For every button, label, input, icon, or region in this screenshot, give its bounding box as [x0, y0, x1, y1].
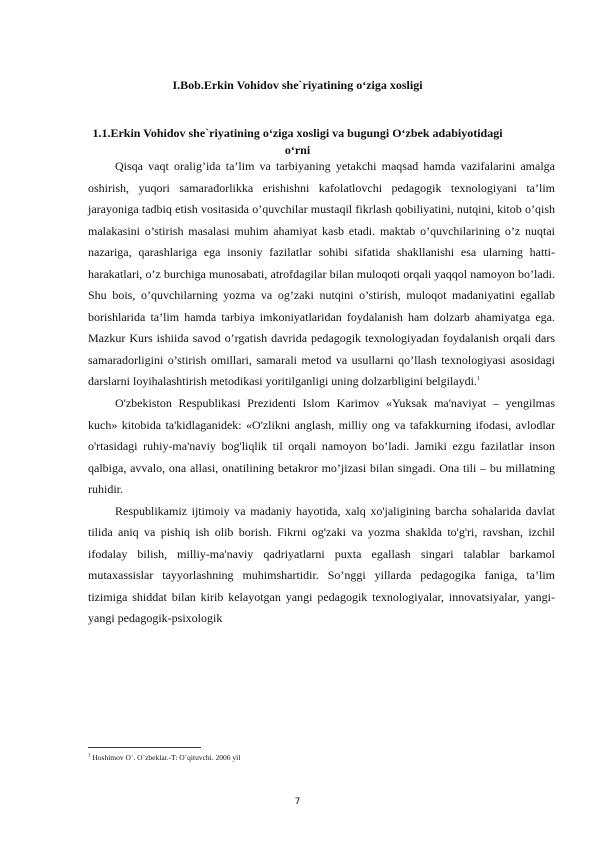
- paragraph-3: Respublikamiz ijtimoiy va madaniy hayotida, xalq xo'jaligining barcha sohalarida davlat tilida aniq va pishiq ish olib borish. Fikrni og'zaki va yozma shaklda to'g'ri, ravshan, izchil ifodalay bilish, milliy-ma'naviy qadriyatlarni puxta egallash singari talablar barkamol mutaxassislar tayyorlashning muhimshartidir. So’nggi yillarda pedagogika faniga, ta’lim tizimiga shiddat bilan kirib kelayotgan yangi pedagogik texnologiyalar, innovatsiyalar, yangi-yangi pedagogik-psixologik: [88, 503, 555, 626]
- footnote-reference[interactable]: 1: [476, 376, 480, 383]
- paragraph-1-text: Qisqa vaqt oralig’ida ta’lim va tarbiyaning yetakchi maqsad hamda vazifalarini amalga oshirish, yuqori samaradorlikka erishishni kafolatlovchi pedagogik texnologiyani ta’lim jarayoniga tadbiq etish vositasida o’quvchilar mustaqil fikrlash qobiliyatini, nutqini, kitob o’qish malakasini o’stirish masalasi muhim ahamiyat kasb etadi. maktab o’quvchilarining o’z nuqtai nazariga, qarashlariga ega insoniy fazilatlar sohibi sifatida shakllanishi esa ularning hatti-harakatlari, o’z burchiga munosabati, atrofdagilar bilan muloqoti orqali yaqqol namoyon bo’ladi. Shu bois, o’quvchilarning yozma va og’zaki nutqini o’stirish, muloqot madaniyatini egallab borishlarida ta’lim hamda tarbiya imkoniyatlaridan foydalanish ham dolzarb ahamiyatga ega. Mazkur Kurs ishiida savod o’rgatish davrida pedagogik texnologiyadan foydalanish orqali dars samaradorligini o’stirish omillari, samarali metod va usullarni qo’llash texnologiyasi asosidagi darslarni loyihalashtirish metodikasi yoritilganligi uning dolzarbligini belgilaydi.: [88, 159, 555, 389]
- paragraph-1: [88, 156, 555, 393]
- page-number: 7: [294, 797, 301, 807]
- footnote-text: Hoshimov O`. O`zbeklar.-T: O`qituvchi. 2006 yil: [90, 753, 241, 762]
- paragraph-2: O'zbekiston Respublikasi Prezidenti Islom Karimov «Yuksak ma'naviyat – yengilmas kuch» kitobida ta'kidlaganidek: «O'zlikni anglash, milliy ong va tafakkurning ifodasi, avlodlar o'rtasidagi ruhiy-ma'naviy bog'liqlik til orqali namoyon bo’ladi. Jamiki ezgu fazilatlar inson qalbiga, avvalo, ona allasi, onatilining betakror mo’jizasi bilan singadi. Ona tili – bu millatning ruhidir.: [88, 396, 555, 497]
- footnote-separator: [88, 747, 201, 748]
- footnote-number: 1: [88, 753, 91, 759]
- section-title: 1.1.Erkin Vohidov she`riyatining o‘ziga xosligi va bugungi O‘zbek adabiyotidagi o‘rni: [92, 126, 503, 157]
- chapter-title: I.Bob.Erkin Vohidov she`riyatining o‘ziga xosligi: [172, 78, 423, 92]
- footnote: [88, 753, 240, 762]
- body-text: [88, 156, 555, 630]
